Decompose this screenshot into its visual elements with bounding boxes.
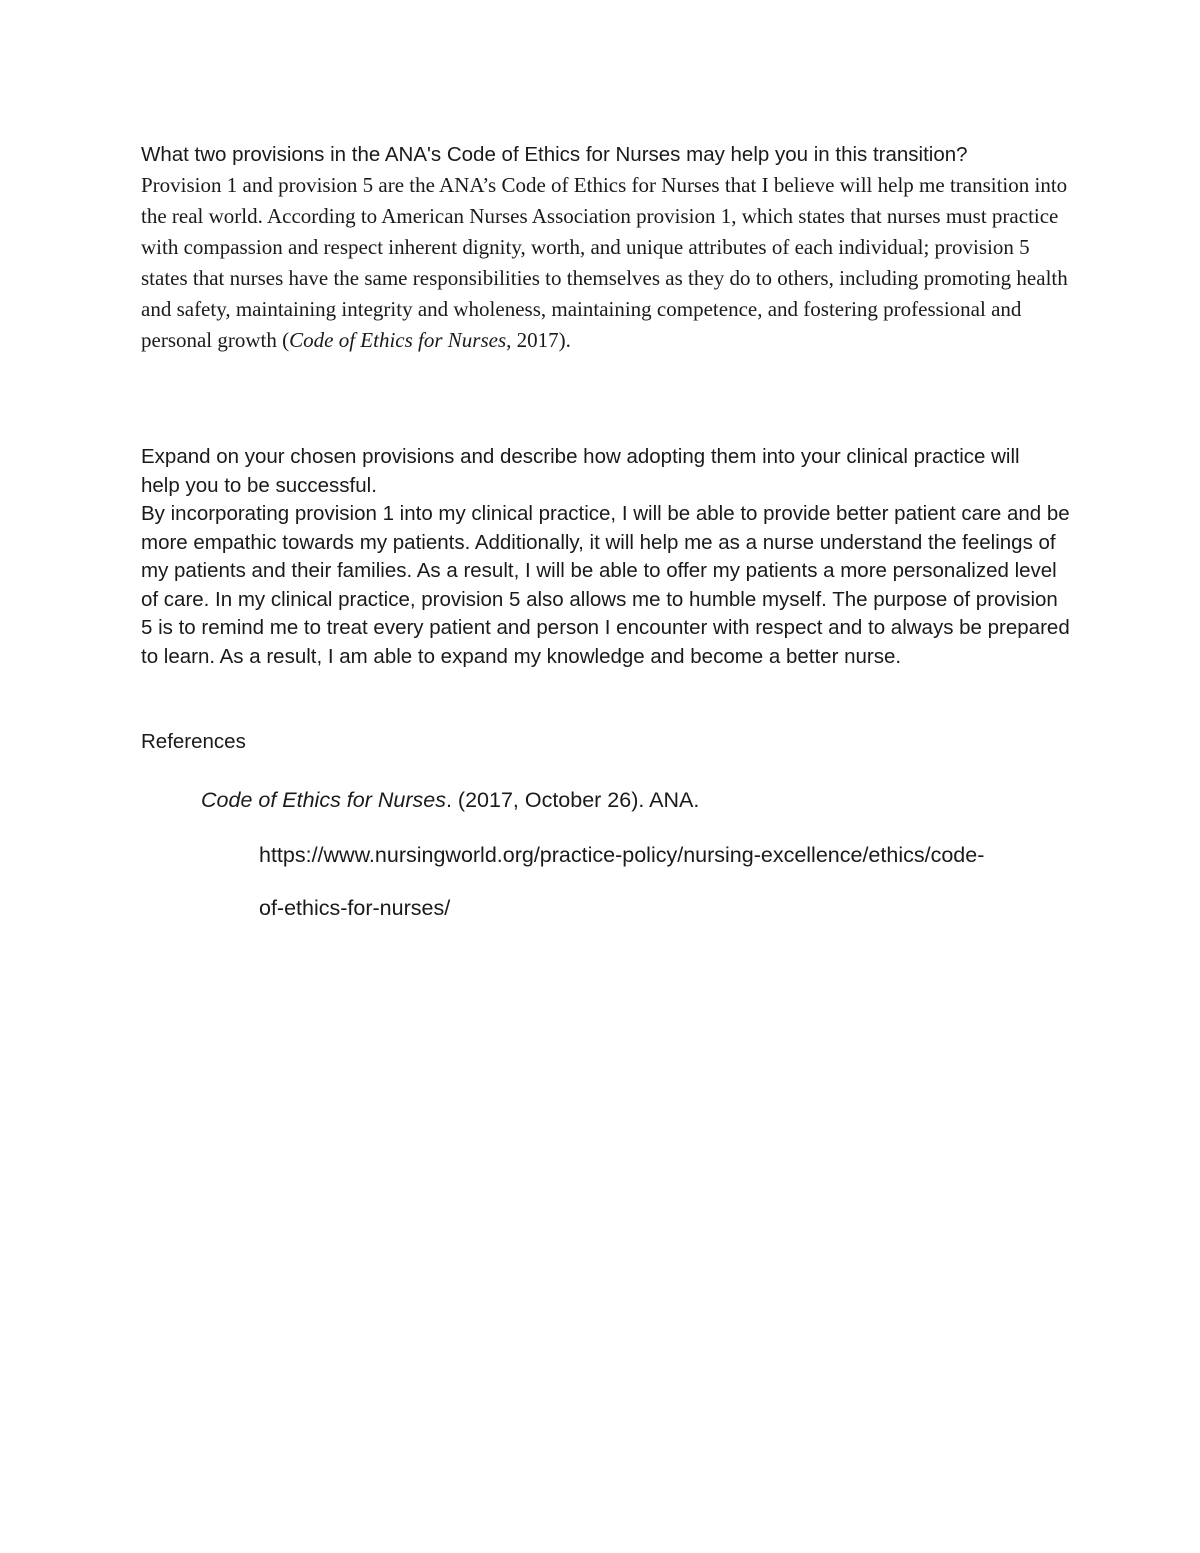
references-heading: References — [141, 730, 246, 753]
question-2: Expand on your chosen provisions and describe how adopting them into your clinical practice will help you to be successful. — [141, 445, 1020, 497]
answer-1-citation-title: Code of Ethics for Nurses — [289, 328, 507, 352]
reference-title: Code of Ethics for Nurses — [201, 788, 446, 812]
answer-2: By incorporating provision 1 into my clinical practice, I will be able to provide better patient care and be more empathic towards my patients. Additionally, it will help me as a nurse understand the feelings of my patients and their families. As a result, I will be able to offer my patients a more personalized level of care. In my clinical practice, provision 5 also allows me to humble myself. The purpose of provision 5 is to remind me to treat every patient and person I encounter with respect and to always be prepared to learn. As a result, I am able to expand my knowledge and become a better nurse. — [141, 502, 1070, 668]
reference-url-line-2: of-ethics-for-nurses/ — [259, 896, 451, 920]
reference-details: . (2017, October 26). ANA. — [445, 788, 700, 812]
answer-1-citation-tail: , 2017). — [506, 328, 571, 352]
question-1: What two provisions in the ANA's Code of Ethics for Nurses may help you in this transition? — [141, 143, 968, 166]
reference-url-line-1: https://www.nursingworld.org/practice-policy/nursing-excellence/ethics/code- — [259, 843, 985, 867]
reference-entry — [201, 786, 699, 814]
answer-1 — [141, 170, 1076, 356]
answer-1-text: Provision 1 and provision 5 are the ANA’s Code of Ethics for Nurses that I believe will help me transition into the real world. According to American Nurses Association provision 1, which states that nurses must practice with compassion and respect inherent dignity, worth, and unique attributes of each individual; provision 5 states that nurses have the same responsibilities to themselves as they do to others, including promoting health and safety, maintaining integrity and wholeness, maintaining competence, and fostering professional and personal growth ( — [141, 173, 1068, 352]
